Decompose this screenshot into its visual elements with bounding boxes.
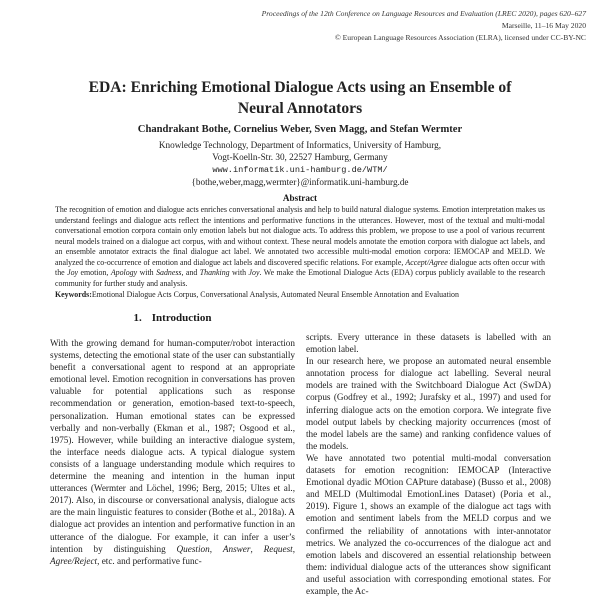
abstract-text-1: dialogue acts often occur with the [55,257,545,277]
left-column [50,337,295,567]
keywords-text: Emotional Dialogue Acts Corpus, Conversational Analysis, Automated Neural Ensemble Annotation and Evaluation [91,290,459,299]
intro-p1-em-agree-reject: Agree/Reject [50,555,98,566]
abstract-em-3: Apology [110,268,138,277]
abstract-em-2: Joy [67,268,79,277]
right-paragraph-0: scripts. Every utterance in these datasets is labelled with an emotion label. [306,332,551,355]
intro-p1-text-e: , etc. and performative func- [97,555,202,566]
title-line-1: EDA: Enriching Emotional Dialogue Acts using an Ensemble of [88,79,512,96]
title-line-2: Neural Annotators [237,100,363,117]
right-paragraph-1: In our research here, we propose an automated neural ensemble annotation process for dialogue act labelling. Several neural models are trained with the Switchboard Dialogue Act (SwDA) corpus (Godfrey et al., 1992; Jurafsky et al., 1997) and used for inferring dialogue acts on the emotion corpora. We integrate five model output labels by checking majority occurrences (most of the model labels are the same) and ranking confidence values of the models. [306,356,551,451]
affiliation-email: {bothe,weber,magg,wermter}@informatik.uni-hamburg.de [191,177,409,188]
section-number: 1. [133,312,142,324]
header-line-conference: Proceedings of the 12th Conference on Language Resources and Evaluation (LREC 2020), pages 620–627 [261,9,586,18]
abstract-body [55,205,545,289]
proceedings-header [246,8,586,44]
intro-p1-text-a: With the growing demand for human-computer/robot interaction systems, detecting the emotional state of the user can substantially benefit a conversational agent to respond at an appropriate emotional level. Emotion recognition in conversations has proven valuable for potential applications such as response recommendation or generation, emotion-based text-to-speech, personalization. Human emotional states can be expressed verbally and non-verbally (Ekman et al., 1987; Osgood et al., 1975). However, while building an interactive dialogue system, the interface needs dialogue acts. A typical dialogue system consists of a language understanding module which requires to determine the meaning and intention in the human input utterances (Wermter and Löchel, 1996; Berg, 2015; Ultes et al., 2017). Also, in discourse or conversational analysis, dialogue acts are the main linguistic features to consider (Bothe et al., 2018a). A dialogue act provides an intention and performative function in an utterance of the dialogue. For example, it can infer a user’s intention by distinguishing [50,338,295,554]
intro-p1-em-question: Question [176,543,210,554]
abstract-text-start: The recognition of emotion and dialogue acts enriches conversational analysis and help to build natural dialogue systems. Emotion interpretation makes us understand feelings and dialogue acts reflect the intentions and performative functions in the utterances. However, most of the textual and multi-modal conversational emotion corpora contain only emotion labels but not dialogue acts. To address this problem, we propose to use a pool of various recurrent neural models trained on a dialogue act corpus, with and without context. These neural models annotate the emotion corpora with dialogue act labels, and an ensemble annotator extracts the final dialogue act label. We annotated two accessible multi-modal emotion corpora: IEMOCAP and MELD. We analyzed the co-occurrence of emotion and dialogue act labels and discovered specific relations. For example, [55,205,545,267]
abstract-em-4: Sadness [156,268,182,277]
keywords-line [55,290,545,301]
intro-p1-em-answer: Answer [222,543,251,554]
intro-p1-text-c: , [250,543,264,554]
intro-paragraph-1 [50,337,295,567]
intro-p1-em-request: Request [263,543,293,554]
abstract-em-5: Thanking [199,268,230,277]
abstract-paragraph [55,205,545,289]
abstract-heading: Abstract [282,193,318,203]
affiliation-block [0,139,600,189]
header-line-location: Marseille, 11–16 May 2020 [501,21,586,30]
abstract-text-2: emotion, [78,268,111,277]
affiliation-line-2: Vogt-Koelln-Str. 30, 22527 Hamburg, Germany [212,152,388,163]
abstract-text-end: . We make the Emotional Dialogue Acts (EDA) corpus publicly available to the research community for further study and analysis. [55,268,546,288]
section-heading-introduction [50,312,295,324]
intro-p1-text-d: , [292,543,296,554]
intro-p1-text-b: , [209,543,223,554]
section-title: Introduction [151,312,212,324]
abstract-text-4: , and [181,268,200,277]
paper-title [0,77,600,119]
header-line-license: © European Language Resources Association (ELRA), licensed under CC-BY-NC [334,33,586,42]
abstract-text-5: with [229,268,249,277]
author-list: Chandrakant Bothe, Cornelius Weber, Sven Magg, and Stefan Wermter [137,124,463,135]
right-paragraph-2: We have annotated two potential multi-modal conversation datasets for emotion recognition: IEMOCAP (Interactive Emotional dyadic MOtion CAPture database) (Busso et al., 2008) and MELD (Multimodal EmotionLines Dataset) (Poria et al., 2019). Figure 1, shows an example of the dialogue act tags with emotion and sentiment labels from the MELD corpus and we confirmed the reliability of annotations with inter-annotator metrics. We analyzed the co-occurrences of the dialogue act and emotion labels and discovered an essential relationship between them: individual dialogue acts of the utterances show significant and useful association with corresponding emotional states. For example, the Ac- [306,452,551,596]
abstract-em-1: Accept/Agree [405,257,448,267]
abstract-em-6: Joy [248,268,260,277]
abstract-text-3: with [137,268,157,277]
keywords-label: Keywords: [55,290,92,299]
right-column [306,331,551,597]
affiliation-url: www.informatik.uni-hamburg.de/WTM/ [212,164,388,175]
affiliation-line-1: Knowledge Technology, Department of Informatics, University of Hamburg, [158,140,442,150]
